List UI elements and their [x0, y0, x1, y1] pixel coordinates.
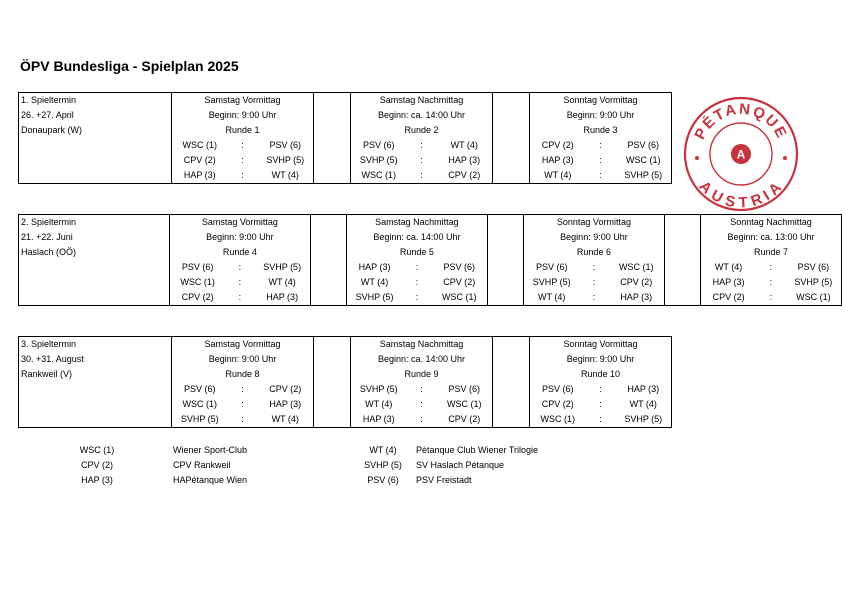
- empty-cell: [19, 290, 170, 306]
- match-separator: :: [402, 290, 432, 306]
- away-team: SVHP (5): [786, 275, 842, 290]
- match-separator: :: [769, 277, 773, 287]
- gap-cell: [664, 215, 700, 231]
- gap-cell: [664, 230, 700, 245]
- home-team: WT (4): [351, 397, 407, 412]
- table-row: [19, 412, 672, 428]
- match-separator: :: [756, 290, 786, 306]
- match-separator: :: [407, 412, 437, 428]
- termin-date: 30. +31. August: [19, 352, 172, 367]
- legend-code: SVHP (5): [364, 460, 402, 470]
- home-team: WSC (1): [351, 168, 407, 184]
- away-team: PSV (6): [437, 382, 493, 397]
- gap-cell: [314, 123, 351, 138]
- gap-cell: [310, 230, 346, 245]
- table-row: [19, 367, 672, 382]
- table-row: [19, 337, 672, 353]
- gap-cell: [310, 290, 346, 306]
- match-separator: :: [599, 155, 602, 165]
- gap-cell: [314, 412, 351, 428]
- termin-label: 2. Spieltermin: [19, 215, 170, 231]
- legend-code: WT (4): [369, 445, 397, 455]
- match-separator: :: [228, 168, 258, 184]
- away-team: SVHP (5): [616, 412, 672, 428]
- match-separator: :: [592, 262, 596, 272]
- logo-dot-left: [695, 156, 699, 160]
- table-row: [19, 352, 672, 367]
- gap-cell: [487, 245, 523, 260]
- gap-cell: [493, 168, 530, 184]
- home-team: CPV (2): [172, 153, 228, 168]
- legend-team-name: Pétanque Club Wiener Trilogie: [416, 445, 539, 455]
- runde-label: Runde 6: [524, 245, 665, 260]
- session-begin: Beginn: 9:00 Uhr: [530, 108, 672, 123]
- gap-cell: [493, 397, 530, 412]
- runde-label: Runde 7: [701, 245, 842, 260]
- table-row: [19, 138, 672, 153]
- termin-location: Donaupark (W): [19, 123, 172, 138]
- away-team: WT (4): [616, 397, 672, 412]
- away-team: PSV (6): [258, 138, 314, 153]
- termin-label: 1. Spieltermin: [19, 93, 172, 109]
- spieltermin-1: [18, 92, 672, 184]
- away-team: PSV (6): [616, 138, 672, 153]
- match-separator: :: [407, 168, 437, 184]
- legend-code: HAP (3): [81, 475, 113, 485]
- runde-label: Runde 3: [530, 123, 672, 138]
- gap-cell: [664, 275, 700, 290]
- home-team: PSV (6): [351, 138, 407, 153]
- legend-team-name: PSV Freistadt: [416, 475, 472, 485]
- spieltermin-table: [18, 92, 672, 184]
- away-team: WSC (1): [786, 290, 842, 306]
- table-row: [19, 153, 672, 168]
- session-begin: Beginn: 9:00 Uhr: [524, 230, 665, 245]
- session-name: Sonntag Vormittag: [530, 337, 672, 353]
- page-title: ÖPV Bundesliga - Spielplan 2025: [20, 58, 239, 74]
- gap-cell: [310, 245, 346, 260]
- spieltermin-2: [18, 214, 842, 306]
- away-team: WSC (1): [609, 260, 665, 275]
- match-separator: :: [225, 290, 254, 306]
- match-separator: :: [599, 384, 602, 394]
- home-team: WSC (1): [172, 138, 228, 153]
- table-row: [19, 215, 842, 231]
- session-name: Sonntag Nachmittag: [701, 215, 842, 231]
- match-separator: :: [420, 399, 423, 409]
- match-separator: :: [238, 262, 242, 272]
- match-separator: :: [241, 155, 244, 165]
- home-team: WSC (1): [172, 397, 228, 412]
- gap-cell: [314, 108, 351, 123]
- gap-cell: [310, 215, 346, 231]
- away-team: SVHP (5): [258, 153, 314, 168]
- home-team: WT (4): [524, 290, 580, 306]
- gap-cell: [493, 138, 530, 153]
- termin-location: Rankweil (V): [19, 367, 172, 382]
- away-team: WT (4): [255, 275, 311, 290]
- gap-cell: [314, 138, 351, 153]
- session-name: Samstag Vormittag: [172, 337, 314, 353]
- away-team: SVHP (5): [255, 260, 311, 275]
- legend-team-name: SV Haslach Pétanque: [416, 460, 505, 470]
- session-name: Samstag Nachmittag: [351, 93, 493, 109]
- spieltermin-table: [18, 336, 672, 428]
- home-team: HAP (3): [530, 153, 586, 168]
- home-team: SVHP (5): [346, 290, 402, 306]
- home-team: WSC (1): [170, 275, 226, 290]
- match-separator: :: [228, 412, 258, 428]
- away-team: HAP (3): [437, 153, 493, 168]
- gap-cell: [314, 367, 351, 382]
- match-separator: :: [599, 140, 602, 150]
- table-row: [19, 168, 672, 184]
- home-team: PSV (6): [530, 382, 586, 397]
- home-team: CPV (2): [701, 290, 757, 306]
- match-separator: :: [769, 262, 773, 272]
- home-team: SVHP (5): [172, 412, 228, 428]
- home-team: PSV (6): [172, 382, 228, 397]
- logo-dot-right: [783, 156, 787, 160]
- empty-cell: [19, 153, 172, 168]
- table-row: [19, 93, 672, 109]
- table-row: [19, 397, 672, 412]
- session-begin: Beginn: ca. 14:00 Uhr: [351, 108, 493, 123]
- gap-cell: [314, 337, 351, 353]
- runde-label: Runde 9: [351, 367, 493, 382]
- match-separator: :: [579, 290, 608, 306]
- home-team: HAP (3): [172, 168, 228, 184]
- table-row: [19, 290, 842, 306]
- gap-cell: [664, 290, 700, 306]
- home-team: HAP (3): [351, 412, 407, 428]
- home-team: CPV (2): [530, 138, 586, 153]
- away-team: CPV (2): [609, 275, 665, 290]
- away-team: HAP (3): [616, 382, 672, 397]
- away-team: SVHP (5): [616, 168, 672, 184]
- gap-cell: [487, 230, 523, 245]
- gap-cell: [487, 260, 523, 275]
- match-separator: :: [415, 262, 419, 272]
- home-team: CPV (2): [530, 397, 586, 412]
- gap-cell: [493, 352, 530, 367]
- session-name: Samstag Vormittag: [170, 215, 311, 231]
- home-team: HAP (3): [701, 275, 757, 290]
- session-name: Samstag Nachmittag: [346, 215, 487, 231]
- gap-cell: [310, 275, 346, 290]
- match-separator: :: [420, 140, 423, 150]
- gap-cell: [314, 397, 351, 412]
- home-team: SVHP (5): [351, 153, 407, 168]
- home-team: WT (4): [530, 168, 586, 184]
- match-separator: :: [241, 399, 244, 409]
- logo-center-letter: A: [736, 147, 746, 162]
- gap-cell: [493, 153, 530, 168]
- away-team: CPV (2): [437, 412, 493, 428]
- empty-cell: [19, 260, 170, 275]
- match-separator: :: [241, 384, 244, 394]
- empty-cell: [19, 412, 172, 428]
- gap-cell: [310, 260, 346, 275]
- match-separator: :: [238, 277, 242, 287]
- away-team: HAP (3): [255, 290, 311, 306]
- spieltermin-table: [18, 214, 842, 306]
- session-begin: Beginn: ca. 13:00 Uhr: [701, 230, 842, 245]
- spieltermin-3: [18, 336, 672, 428]
- match-separator: :: [599, 399, 602, 409]
- legend-team-name: CPV Rankweil: [173, 460, 231, 470]
- match-separator: :: [586, 168, 616, 184]
- session-begin: Beginn: 9:00 Uhr: [172, 352, 314, 367]
- legend-team-name: Wiener Sport-Club: [173, 445, 248, 455]
- session-name: Sonntag Vormittag: [530, 93, 672, 109]
- gap-cell: [664, 245, 700, 260]
- runde-label: Runde 4: [170, 245, 311, 260]
- away-team: WT (4): [258, 412, 314, 428]
- empty-cell: [19, 397, 172, 412]
- away-team: CPV (2): [437, 168, 493, 184]
- runde-label: Runde 1: [172, 123, 314, 138]
- away-team: PSV (6): [786, 260, 842, 275]
- home-team: WT (4): [701, 260, 757, 275]
- home-team: PSV (6): [170, 260, 226, 275]
- home-team: PSV (6): [524, 260, 580, 275]
- runde-label: Runde 10: [530, 367, 672, 382]
- logo-top-text: PÉTANQUE: [691, 100, 791, 143]
- home-team: HAP (3): [346, 260, 402, 275]
- home-team: WT (4): [346, 275, 402, 290]
- session-begin: Beginn: ca. 14:00 Uhr: [351, 352, 493, 367]
- runde-label: Runde 2: [351, 123, 493, 138]
- session-begin: Beginn: ca. 14:00 Uhr: [346, 230, 487, 245]
- termin-date: 21. +22. Juni: [19, 230, 170, 245]
- gap-cell: [493, 337, 530, 353]
- session-begin: Beginn: 9:00 Uhr: [172, 108, 314, 123]
- session-name: Samstag Nachmittag: [351, 337, 493, 353]
- match-separator: :: [592, 277, 596, 287]
- gap-cell: [314, 93, 351, 109]
- home-team: SVHP (5): [351, 382, 407, 397]
- empty-cell: [19, 168, 172, 184]
- gap-cell: [493, 93, 530, 109]
- legend-code: PSV (6): [367, 475, 399, 485]
- home-team: CPV (2): [170, 290, 226, 306]
- gap-cell: [314, 352, 351, 367]
- gap-cell: [314, 153, 351, 168]
- petanque-austria-logo: [683, 96, 799, 212]
- gap-cell: [493, 367, 530, 382]
- home-team: SVHP (5): [524, 275, 580, 290]
- legend-team-name: HAPétanque Wien: [173, 475, 248, 485]
- runde-label: Runde 5: [346, 245, 487, 260]
- match-separator: :: [241, 140, 244, 150]
- away-team: WSC (1): [437, 397, 493, 412]
- table-row: [19, 230, 842, 245]
- match-separator: :: [586, 412, 616, 428]
- away-team: CPV (2): [258, 382, 314, 397]
- table-row: [19, 123, 672, 138]
- gap-cell: [493, 382, 530, 397]
- match-separator: :: [415, 277, 419, 287]
- session-begin: Beginn: 9:00 Uhr: [170, 230, 311, 245]
- gap-cell: [487, 290, 523, 306]
- away-team: WT (4): [437, 138, 493, 153]
- logo-bottom-text: AUSTRIA: [695, 177, 787, 212]
- empty-cell: [19, 138, 172, 153]
- away-team: PSV (6): [432, 260, 488, 275]
- gap-cell: [314, 168, 351, 184]
- table-row: [19, 108, 672, 123]
- gap-cell: [493, 412, 530, 428]
- table-row: [19, 260, 842, 275]
- home-team: WSC (1): [530, 412, 586, 428]
- gap-cell: [487, 215, 523, 231]
- termin-date: 26. +27. April: [19, 108, 172, 123]
- termin-label: 3. Spieltermin: [19, 337, 172, 353]
- legend-code: CPV (2): [80, 460, 113, 470]
- gap-cell: [493, 108, 530, 123]
- away-team: WT (4): [258, 168, 314, 184]
- away-team: CPV (2): [432, 275, 488, 290]
- session-begin: Beginn: 9:00 Uhr: [530, 352, 672, 367]
- table-row: [19, 245, 842, 260]
- gap-cell: [314, 382, 351, 397]
- gap-cell: [664, 260, 700, 275]
- empty-cell: [19, 275, 170, 290]
- session-name: Samstag Vormittag: [172, 93, 314, 109]
- session-name: Sonntag Vormittag: [524, 215, 665, 231]
- table-row: [19, 382, 672, 397]
- gap-cell: [493, 123, 530, 138]
- match-separator: :: [420, 155, 423, 165]
- match-separator: :: [420, 384, 423, 394]
- away-team: WSC (1): [616, 153, 672, 168]
- termin-location: Haslach (OÖ): [19, 245, 170, 260]
- runde-label: Runde 8: [172, 367, 314, 382]
- away-team: HAP (3): [609, 290, 665, 306]
- away-team: HAP (3): [258, 397, 314, 412]
- gap-cell: [487, 275, 523, 290]
- empty-cell: [19, 382, 172, 397]
- table-row: [19, 275, 842, 290]
- away-team: WSC (1): [432, 290, 488, 306]
- legend-code: WSC (1): [79, 445, 115, 455]
